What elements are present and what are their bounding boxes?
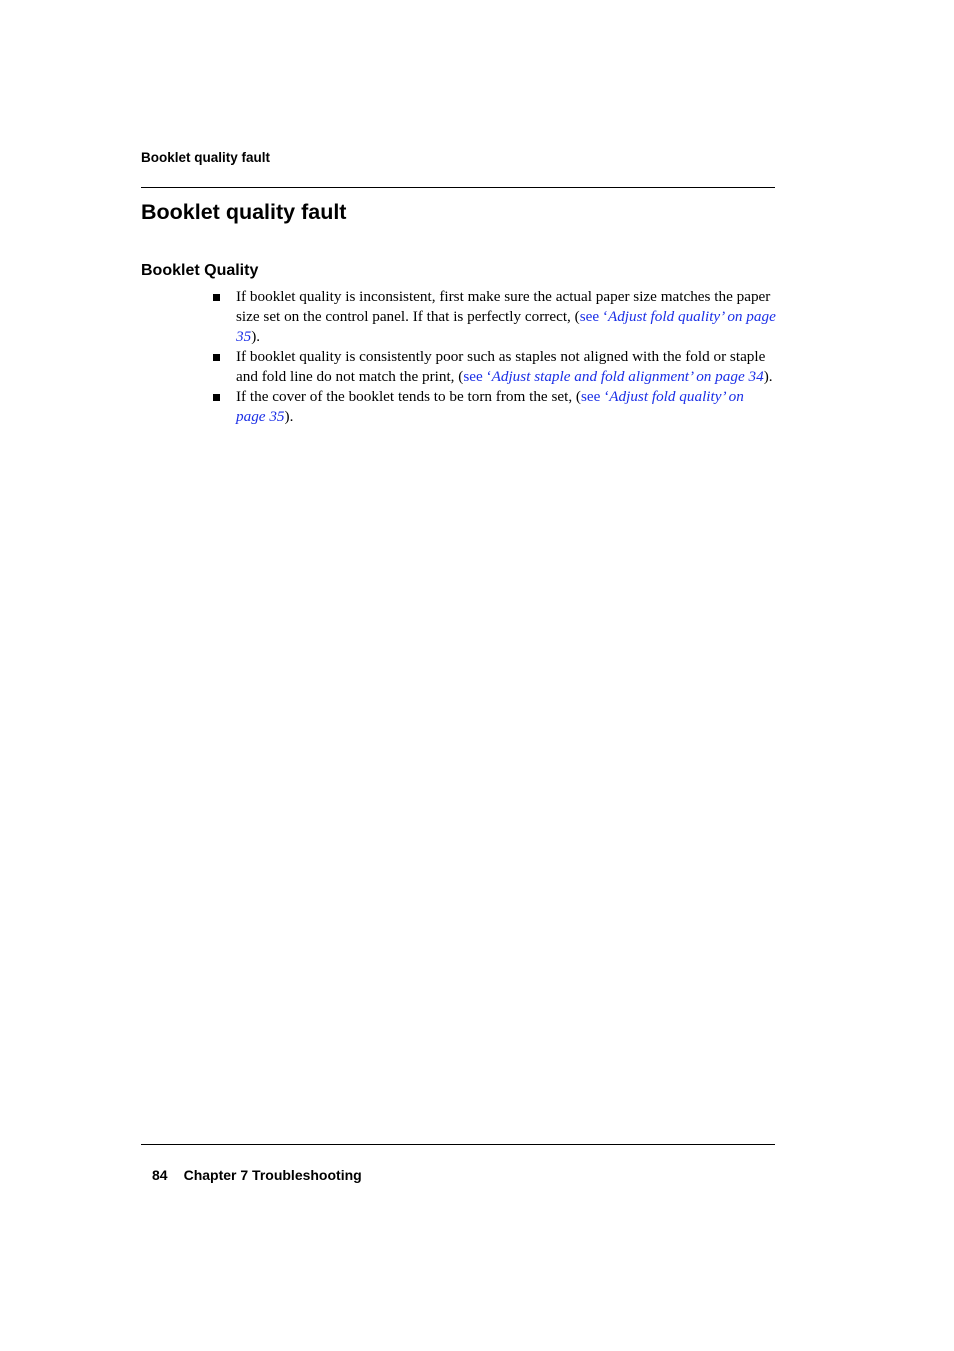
list-item [212, 347, 777, 387]
list-item [212, 387, 777, 427]
section-heading: Booklet Quality [141, 262, 259, 279]
square-bullet-icon [213, 394, 220, 401]
running-header: Booklet quality fault [141, 150, 271, 165]
square-bullet-icon [213, 354, 220, 361]
list-item-text: If booklet quality is consistently poor such as staples not aligned with the fold or staple and fold line do not match the print, ( [236, 348, 766, 385]
list-item [212, 287, 777, 347]
cross-reference-link[interactable]: see ‘Adjust fold quality’ on page 35 [236, 308, 776, 345]
list-item-text-end: ). [251, 328, 261, 345]
square-bullet-icon [213, 294, 220, 301]
page-title: Booklet quality fault [141, 200, 347, 224]
list-item-text-end: ). [763, 368, 773, 385]
page-footer [152, 1167, 362, 1183]
list-item-text: If booklet quality is inconsistent, first make sure the actual paper size matches the paper size set on the control panel. If that is perfectly correct, ( [236, 288, 771, 325]
list-item-text: If the cover of the booklet tends to be torn from the set, ( [236, 388, 581, 405]
chapter-title: Chapter 7 Troubleshooting [183, 1167, 362, 1183]
list-item-text-end: ). [284, 408, 294, 425]
bullet-list [212, 287, 777, 427]
footer-rule [141, 1144, 775, 1145]
cross-reference-link[interactable]: see ‘Adjust fold quality’ on page 35 [236, 388, 744, 425]
cross-reference-link[interactable]: see ‘Adjust staple and fold alignment’ on page 34 [463, 368, 764, 385]
page-number: 84 [152, 1167, 168, 1183]
header-rule [141, 187, 775, 188]
